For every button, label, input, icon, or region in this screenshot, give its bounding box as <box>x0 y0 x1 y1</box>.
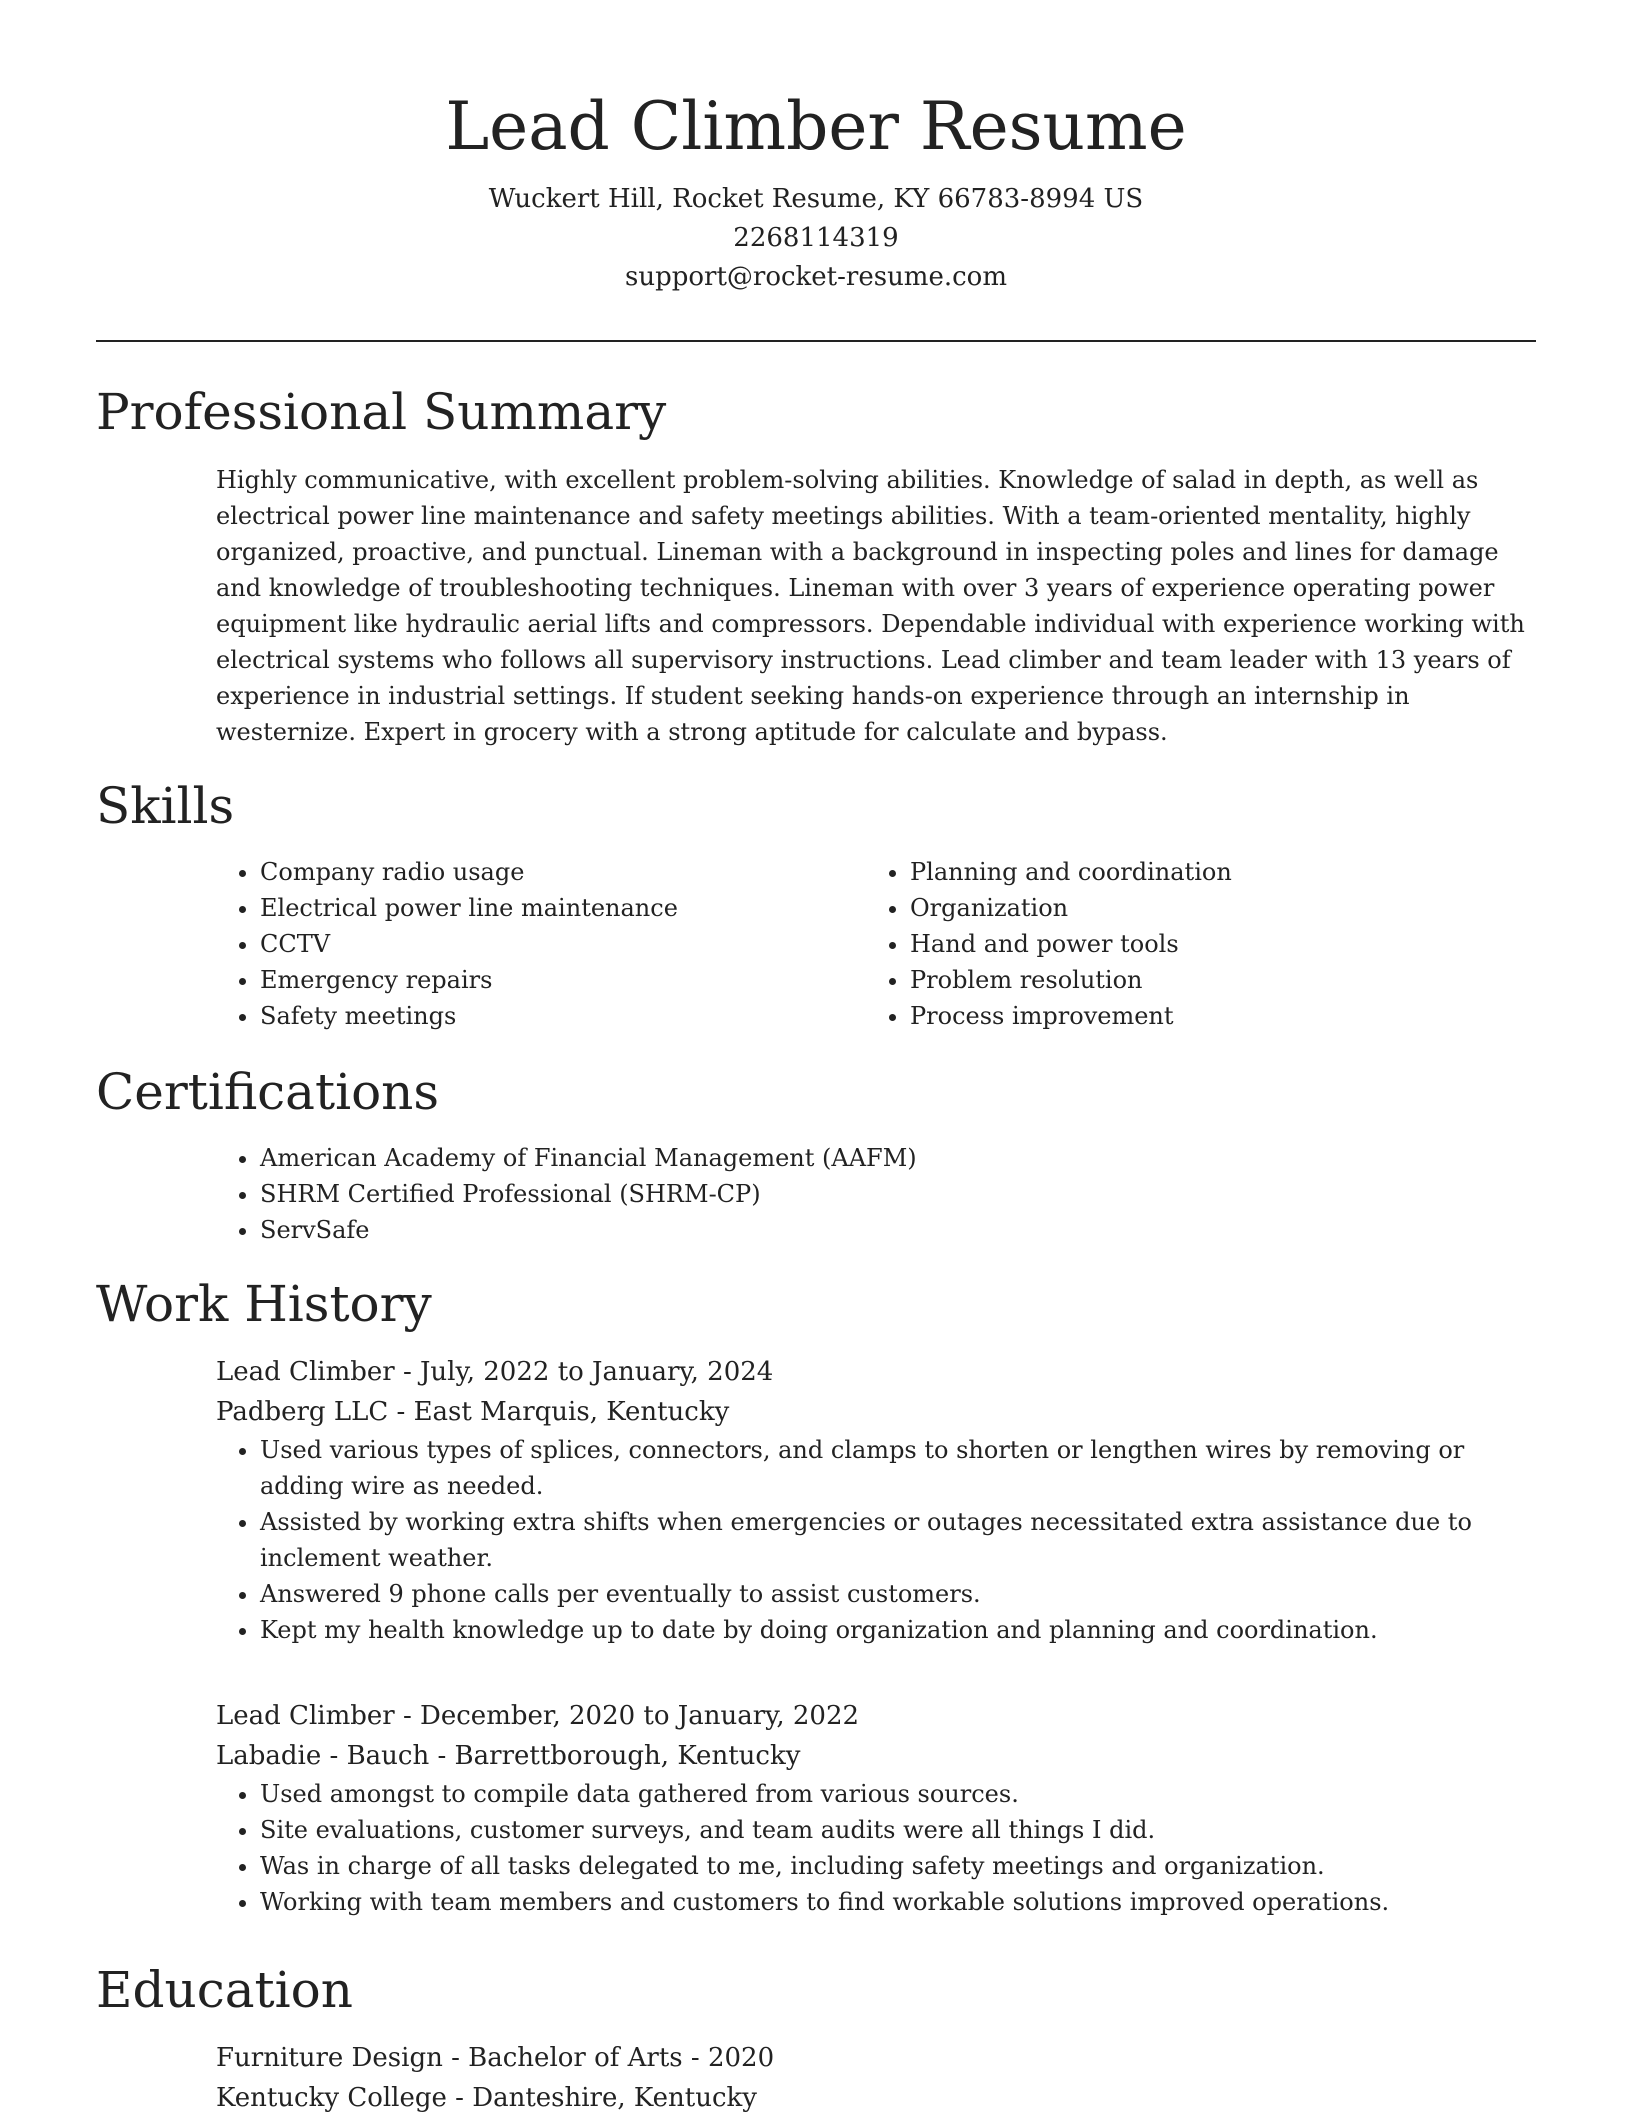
skills-block <box>216 854 1536 1034</box>
job-bullet: • Working with team members and customers to find workable solutions improved operations. <box>260 1884 1536 1920</box>
education-school: Kentucky College - Danteshire, Kentucky <box>216 2083 757 2113</box>
job-bullet: • Used various types of splices, connectors, and clamps to shorten or lengthen wires by removing or adding wire as needed. <box>260 1432 1536 1504</box>
skill-item: • Process improvement <box>910 998 1516 1034</box>
resume-page <box>96 0 1536 2112</box>
certification-item: • ServSafe <box>260 1212 1536 1248</box>
education-degree: Furniture Design - Bachelor of Arts - 2020 <box>216 2043 775 2073</box>
job-entry <box>216 1696 1536 1920</box>
skills-column-right <box>866 854 1516 1034</box>
skill-item: • Organization <box>910 890 1516 926</box>
skill-item: • Problem resolution <box>910 962 1516 998</box>
skill-item: • Hand and power tools <box>910 926 1516 962</box>
certifications-block <box>216 1140 1536 1248</box>
resume-header <box>96 0 1536 297</box>
phone-number: 2268114319 <box>733 223 899 253</box>
summary-block <box>216 462 1536 750</box>
email-address: support@rocket-resume.com <box>624 262 1007 292</box>
job-company: Padberg LLC - East Marquis, Kentucky <box>216 1397 730 1427</box>
skill-item: • CCTV <box>260 926 866 962</box>
resume-title: Lead Climber Resume <box>445 88 1187 165</box>
job-bullet: • Kept my health knowledge up to date by doing organization and planning and coordination. <box>260 1612 1536 1648</box>
section-title-skills: Skills <box>96 777 235 835</box>
skills-column-left <box>216 854 866 1034</box>
skill-item: • Planning and coordination <box>910 854 1516 890</box>
skill-item: • Emergency repairs <box>260 962 866 998</box>
section-title-education: Education <box>96 1961 353 2019</box>
education-entry <box>216 2038 1536 2118</box>
certification-item: • American Academy of Financial Management (AAFM) <box>260 1140 1536 1176</box>
header-divider <box>96 340 1536 342</box>
section-title-certifications: Certifications <box>96 1063 440 1121</box>
job-title: Lead Climber - December, 2020 to January, 2022 <box>216 1701 860 1731</box>
skill-item: • Company radio usage <box>260 854 866 890</box>
job-bullet: • Was in charge of all tasks delegated to me, including safety meetings and organization. <box>260 1848 1536 1884</box>
section-title-work-history: Work History <box>96 1275 432 1333</box>
certification-item: • SHRM Certified Professional (SHRM-CP) <box>260 1176 1536 1212</box>
job-company: Labadie - Bauch - Barrettborough, Kentucky <box>216 1741 801 1771</box>
summary-text: Highly communicative, with excellent problem-solving abilities. Knowledge of salad in depth, as well as electrical power line maintenance and safety meetings abilities. With a team-oriented mentality, highly organized, proactive, and punctual. Lineman with a background in inspecting poles and lines for damage and knowledge of troubleshooting techniques. Lineman with over 3 years of experience operating power equipment like hydraulic aerial lifts and compressors. Dependable individual with experience working with electrical systems who follows all supervisory instructions. Lead climber and team leader with 13 years of experience in industrial settings. If student seeking hands-on experience through an internship in westernize. Expert in grocery with a strong aptitude for calculate and bypass. <box>216 466 1525 746</box>
job-bullet: • Assisted by working extra shifts when emergencies or outages necessitated extra assistance due to inclement weather. <box>260 1504 1536 1576</box>
skill-item: • Safety meetings <box>260 998 866 1034</box>
job-bullet: • Used amongst to compile data gathered from various sources. <box>260 1776 1536 1812</box>
job-entry <box>216 1352 1536 1648</box>
skill-item: • Electrical power line maintenance <box>260 890 866 926</box>
job-bullet: • Site evaluations, customer surveys, and team audits were all things I did. <box>260 1812 1536 1848</box>
job-title: Lead Climber - July, 2022 to January, 2024 <box>216 1357 774 1387</box>
section-title-summary: Professional Summary <box>96 383 667 441</box>
address: Wuckert Hill, Rocket Resume, KY 66783-8994 US <box>488 184 1144 214</box>
job-bullet: • Answered 9 phone calls per eventually to assist customers. <box>260 1576 1536 1612</box>
